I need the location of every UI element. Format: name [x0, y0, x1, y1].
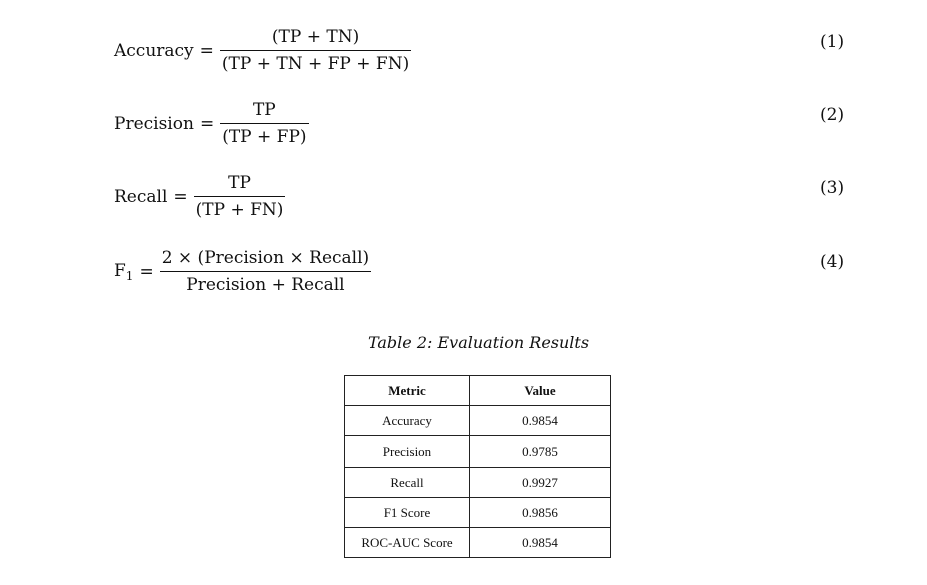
equation-accuracy	[114, 29, 411, 73]
fraction	[160, 250, 372, 293]
table-caption: Table 2: Evaluation Results	[367, 333, 590, 352]
equals-sign: =	[199, 113, 215, 134]
table-header-row	[345, 376, 611, 406]
table-row	[345, 498, 611, 528]
equals-sign: =	[199, 40, 214, 61]
equation-precision	[114, 102, 309, 146]
denominator: (TP + FP)	[222, 127, 307, 147]
metric-cell: ROC-AUC Score	[345, 528, 470, 558]
fraction	[220, 29, 411, 73]
metric-cell: Accuracy	[345, 406, 470, 436]
column-header: Value	[470, 376, 611, 406]
value-cell: 0.9854	[470, 528, 611, 558]
metric-cell: Recall	[345, 468, 470, 498]
numerator: 2 × (Precision × Recall)	[161, 248, 370, 268]
fraction	[194, 175, 286, 219]
equation-number: (4)	[820, 252, 845, 272]
subscript: 1	[125, 268, 134, 283]
value-cell: 0.9854	[470, 406, 611, 436]
table-row	[345, 468, 611, 498]
equation-f1	[114, 250, 371, 293]
denominator: Precision + Recall	[186, 275, 345, 293]
equation-number: (3)	[820, 178, 845, 198]
evaluation-results-table	[344, 375, 611, 558]
column-header: Metric	[345, 376, 470, 406]
value-cell: 0.9785	[470, 436, 611, 468]
table-row	[345, 528, 611, 558]
denominator: (TP + TN + FP + FN)	[221, 54, 410, 74]
table-row	[345, 436, 611, 468]
equation-recall	[114, 175, 285, 219]
numerator: TP	[252, 100, 276, 120]
equals-sign: =	[139, 261, 154, 282]
equation-lhs: Precision	[114, 113, 194, 134]
metric-cell: Precision	[345, 436, 470, 468]
metric-cell: F1 Score	[345, 498, 470, 528]
value-cell: 0.9927	[470, 468, 611, 498]
fraction	[220, 102, 308, 146]
numerator: (TP + TN)	[271, 27, 360, 47]
denominator: (TP + FN)	[195, 200, 284, 220]
equation-lhs: Recall	[114, 186, 168, 207]
numerator: TP	[228, 173, 251, 193]
f-symbol: F	[114, 260, 126, 281]
value-cell: 0.9856	[470, 498, 611, 528]
equation-lhs: Accuracy	[114, 40, 194, 61]
equation-lhs	[114, 260, 134, 283]
equation-number: (2)	[820, 105, 845, 125]
table-row	[345, 406, 611, 436]
equals-sign: =	[173, 186, 188, 207]
equation-number: (1)	[820, 32, 845, 52]
